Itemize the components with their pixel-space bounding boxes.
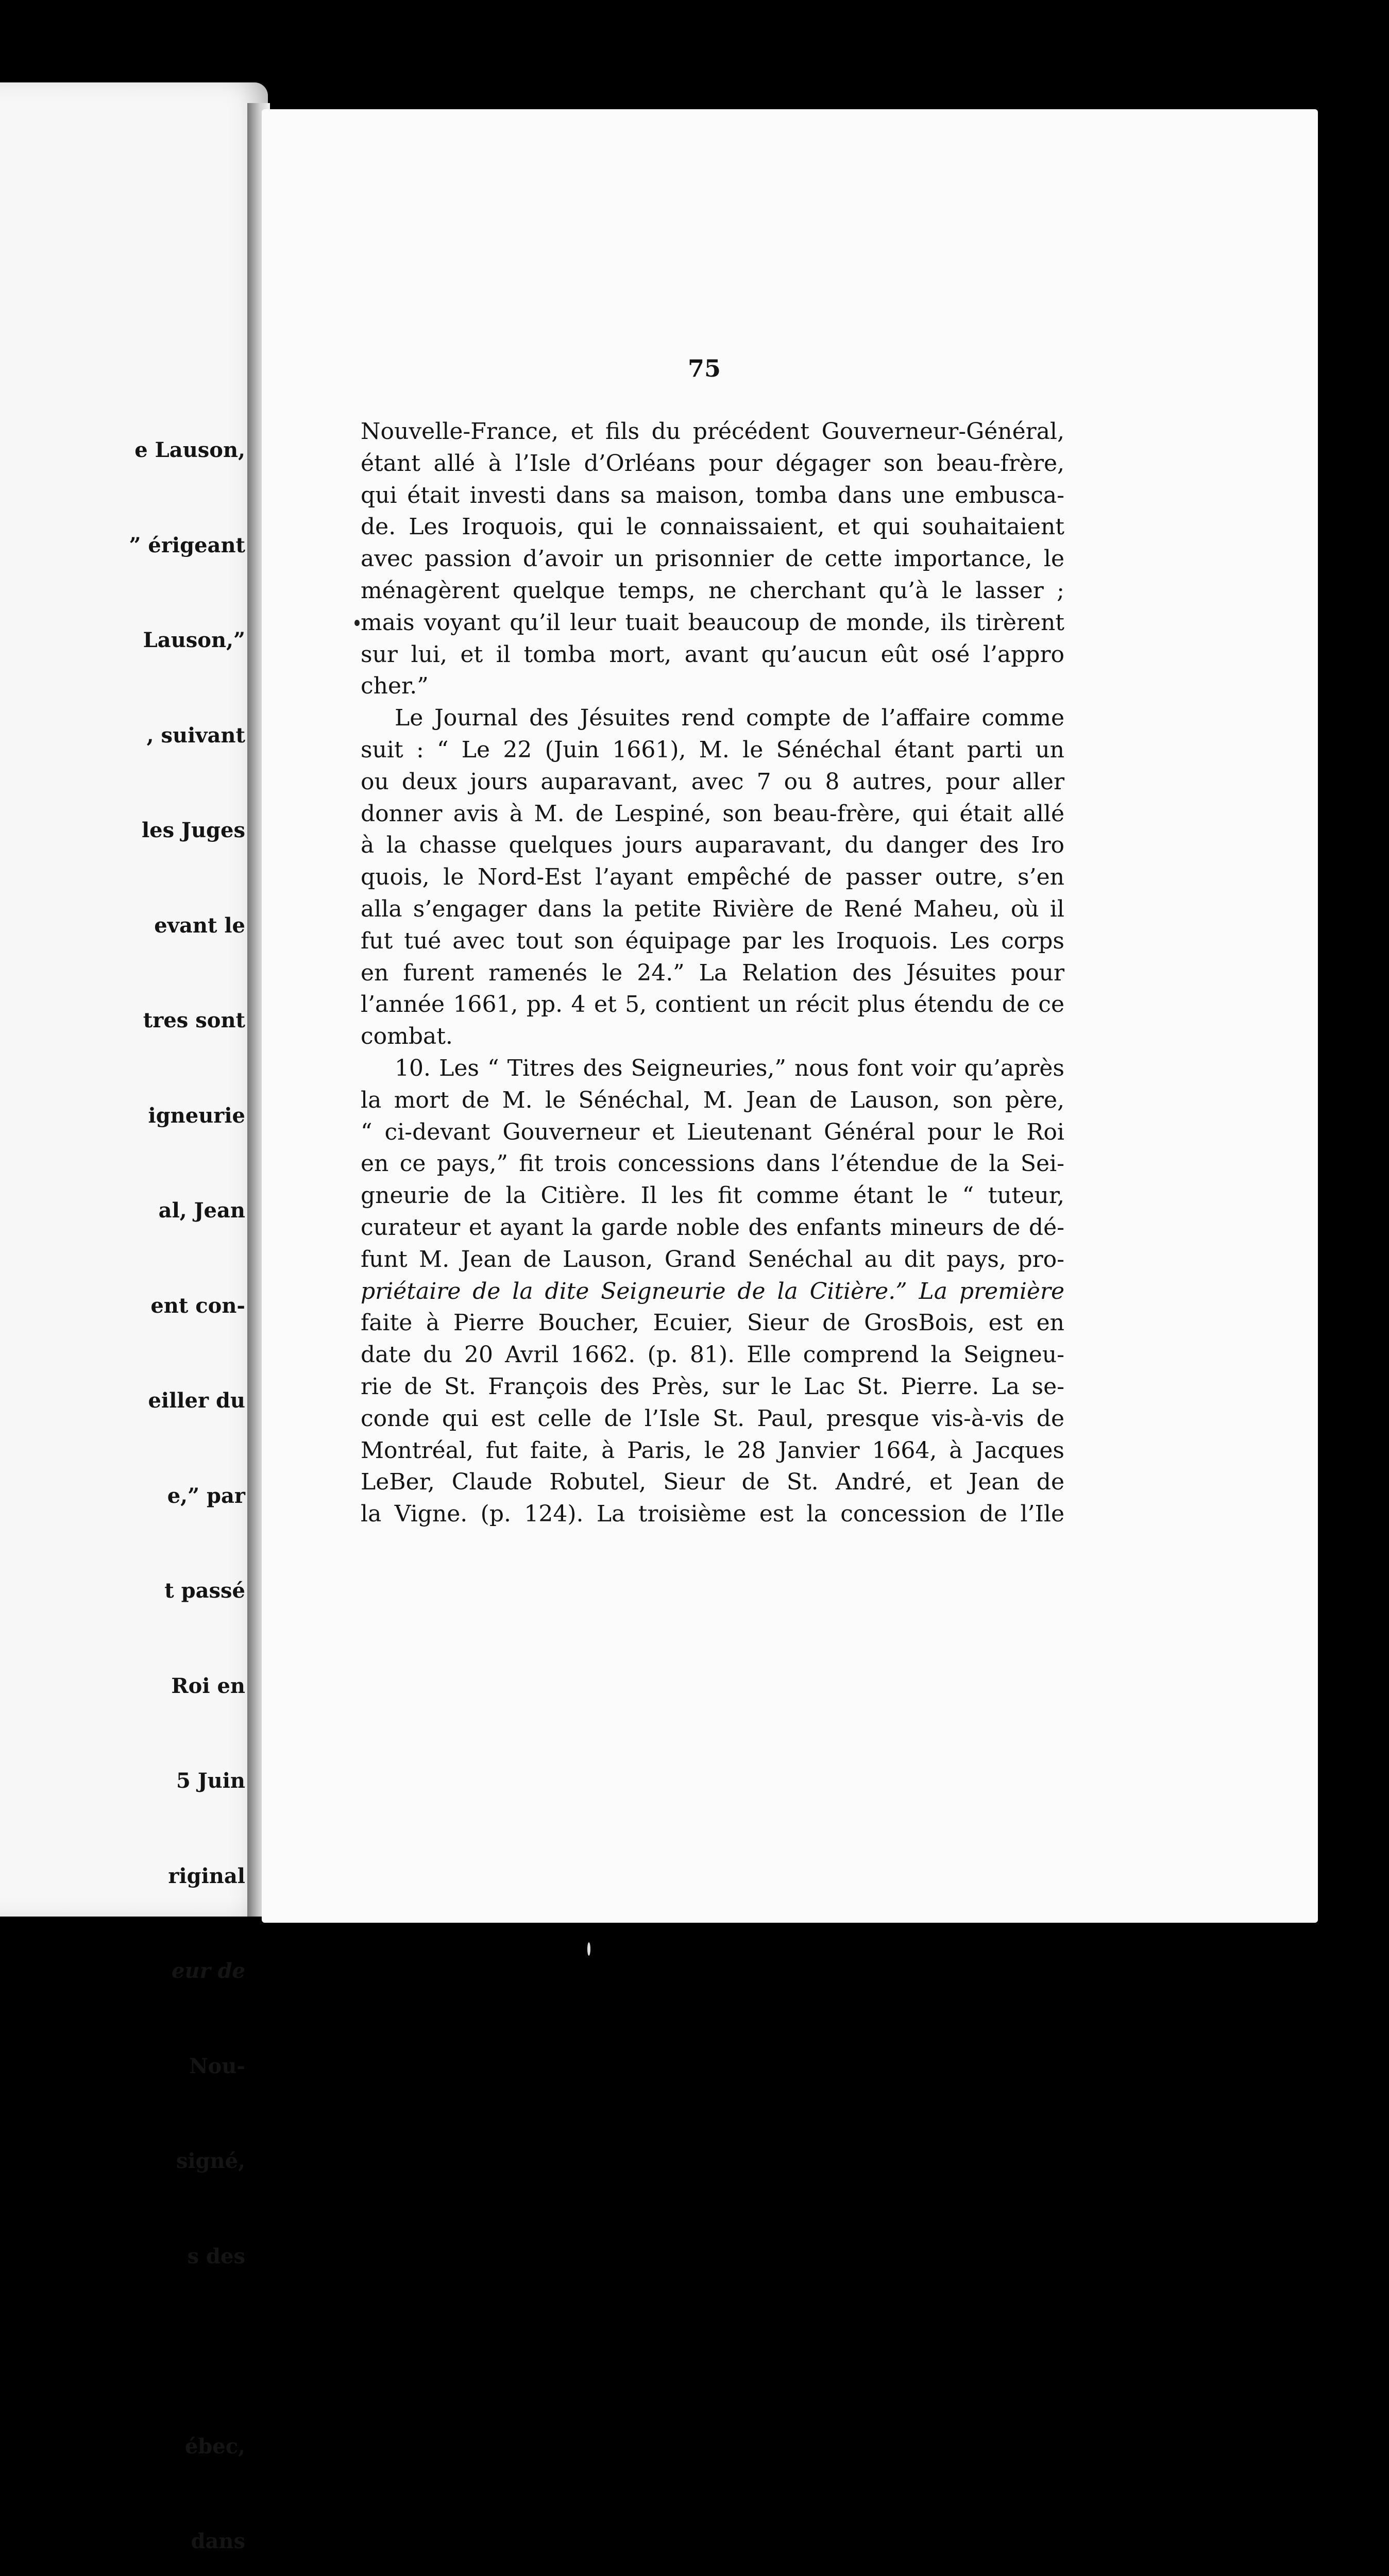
left-line: s des <box>187 2244 245 2268</box>
text-line: l’année 1661, pp. 4 et 5, contient un récit plus étendu de ce <box>361 991 1064 1018</box>
left-line: dans <box>191 2529 245 2553</box>
left-line: tres sont <box>143 1008 245 1032</box>
text-line: avec passion d’avoir un prisonnier de cette importance, le <box>361 546 1064 572</box>
left-line: eiller du <box>148 1388 245 1413</box>
text-line: en furent ramenés le 24.” La Relation des Jésuites pour <box>361 959 1064 986</box>
text-line: LeBer, Claude Robutel, Sieur de St. André, et Jean de <box>361 1469 1064 1496</box>
text-line: faite à Pierre Boucher, Ecuier, Sieur de GrosBois, est en <box>361 1310 1064 1336</box>
text-line: Le Journal des Jésuites rend compte de l’affaire comme <box>395 705 1064 732</box>
text-line: Montréal, fut faite, à Paris, le 28 Janvier 1664, à Jacques <box>361 1437 1064 1464</box>
text-line: ménagèrent quelque temps, ne cherchant qu’à le lasser ; <box>361 577 1064 604</box>
left-line: 5 Juin <box>176 1769 245 1793</box>
left-line: ” érigeant <box>129 533 245 557</box>
text-line: gneurie de la Citière. Il les fit comme étant le “ tuteur, <box>361 1182 1064 1209</box>
edge-mark <box>587 1942 590 1956</box>
text-line: alla s’engager dans la petite Rivière de René Maheu, où il <box>361 895 1064 922</box>
left-line: eur de <box>172 1959 245 1983</box>
text-line: la mort de M. le Sénéchal, M. Jean de Lauson, son père, <box>361 1087 1064 1113</box>
left-line: ébec, <box>184 2434 245 2459</box>
ink-mark <box>354 620 360 626</box>
left-line: e Lauson, <box>134 438 245 462</box>
text-line: funt M. Jean de Lauson, Grand Senéchal au dit pays, pro- <box>361 1246 1064 1273</box>
left-line: ent con- <box>150 1293 245 1318</box>
text-line: “ ci-devant Gouverneur et Lieutenant Général pour le Roi <box>361 1118 1064 1145</box>
text-line: ou deux jours auparavant, avec 7 ou 8 autres, pour aller <box>361 768 1064 795</box>
previous-page-text <box>129 371 245 2576</box>
left-line-gap <box>129 2335 245 2367</box>
text-line: curateur et ayant la garde noble des enfants mineurs de dé- <box>361 1214 1064 1241</box>
text-line: à la chasse quelques jours auparavant, du danger des Iro <box>361 832 1064 859</box>
left-line: les Juges <box>141 818 245 842</box>
left-line: riginal <box>168 1863 245 1888</box>
left-line: signé, <box>176 2149 245 2173</box>
text-line: priétaire de la dite Seigneurie de la Citière.” La première <box>361 1278 1064 1304</box>
text-line: suit : “ Le 22 (Juin 1661), M. le Sénéchal étant parti un <box>361 736 1064 763</box>
text-line: en ce pays,” fit trois concessions dans l’étendue de la Sei- <box>361 1150 1064 1177</box>
text-line: date du 20 Avril 1662. (p. 81). Elle comprend la Seigneu- <box>361 1342 1064 1368</box>
text-line: conde qui est celle de l’Isle St. Paul, presque vis-à-vis de <box>361 1405 1064 1432</box>
text-line: Nouvelle-France, et fils du précédent Gouverneur-Général, <box>361 418 1064 445</box>
left-line: t passé <box>164 1579 245 1603</box>
previous-page <box>0 82 268 2553</box>
text-line: mais voyant qu’il leur tuait beaucoup de monde, ils tirèrent <box>361 609 1064 636</box>
left-line: Roi en <box>171 1673 245 1698</box>
text-line: qui était investi dans sa maison, tomba dans une embusca- <box>361 482 1064 509</box>
text-line: donner avis à M. de Lespiné, son beau-frère, qui était allé <box>361 800 1064 827</box>
text-line: rie de St. François des Près, sur le Lac St. Pierre. La se- <box>361 1373 1064 1400</box>
left-line: e,” par <box>167 1483 245 1508</box>
text-line: cher.” <box>361 673 429 700</box>
left-line: evant le <box>154 913 245 938</box>
left-line: Lauson,” <box>143 628 245 652</box>
text-line: fut tué avec tout son équipage par les Iroquois. Les corps <box>361 927 1064 954</box>
text-line: sur lui, et il tomba mort, avant qu’aucun eût osé l’appro <box>361 641 1064 668</box>
left-line: al, Jean <box>158 1198 245 1223</box>
text-line: la Vigne. (p. 124). La troisième est la concession de l’Ile <box>361 1501 1064 1528</box>
left-line: , suivant <box>146 723 245 748</box>
text-line: étant allé à l’Isle d’Orléans pour dégager son beau-frère, <box>361 450 1064 477</box>
left-line: Nou- <box>189 2054 245 2078</box>
left-line: igneurie <box>148 1103 245 1128</box>
text-line: de. Les Iroquois, qui le connaissaient, et qui souhaitaient <box>361 514 1064 540</box>
text-line: 10. Les “ Titres des Seigneuries,” nous font voir qu’après <box>395 1055 1064 1081</box>
body-text <box>361 416 1064 1530</box>
text-line: combat. <box>361 1023 453 1050</box>
page-number: 75 <box>687 354 721 382</box>
text-line: quois, le Nord-Est l’ayant empêché de passer outre, s’en <box>361 864 1064 891</box>
